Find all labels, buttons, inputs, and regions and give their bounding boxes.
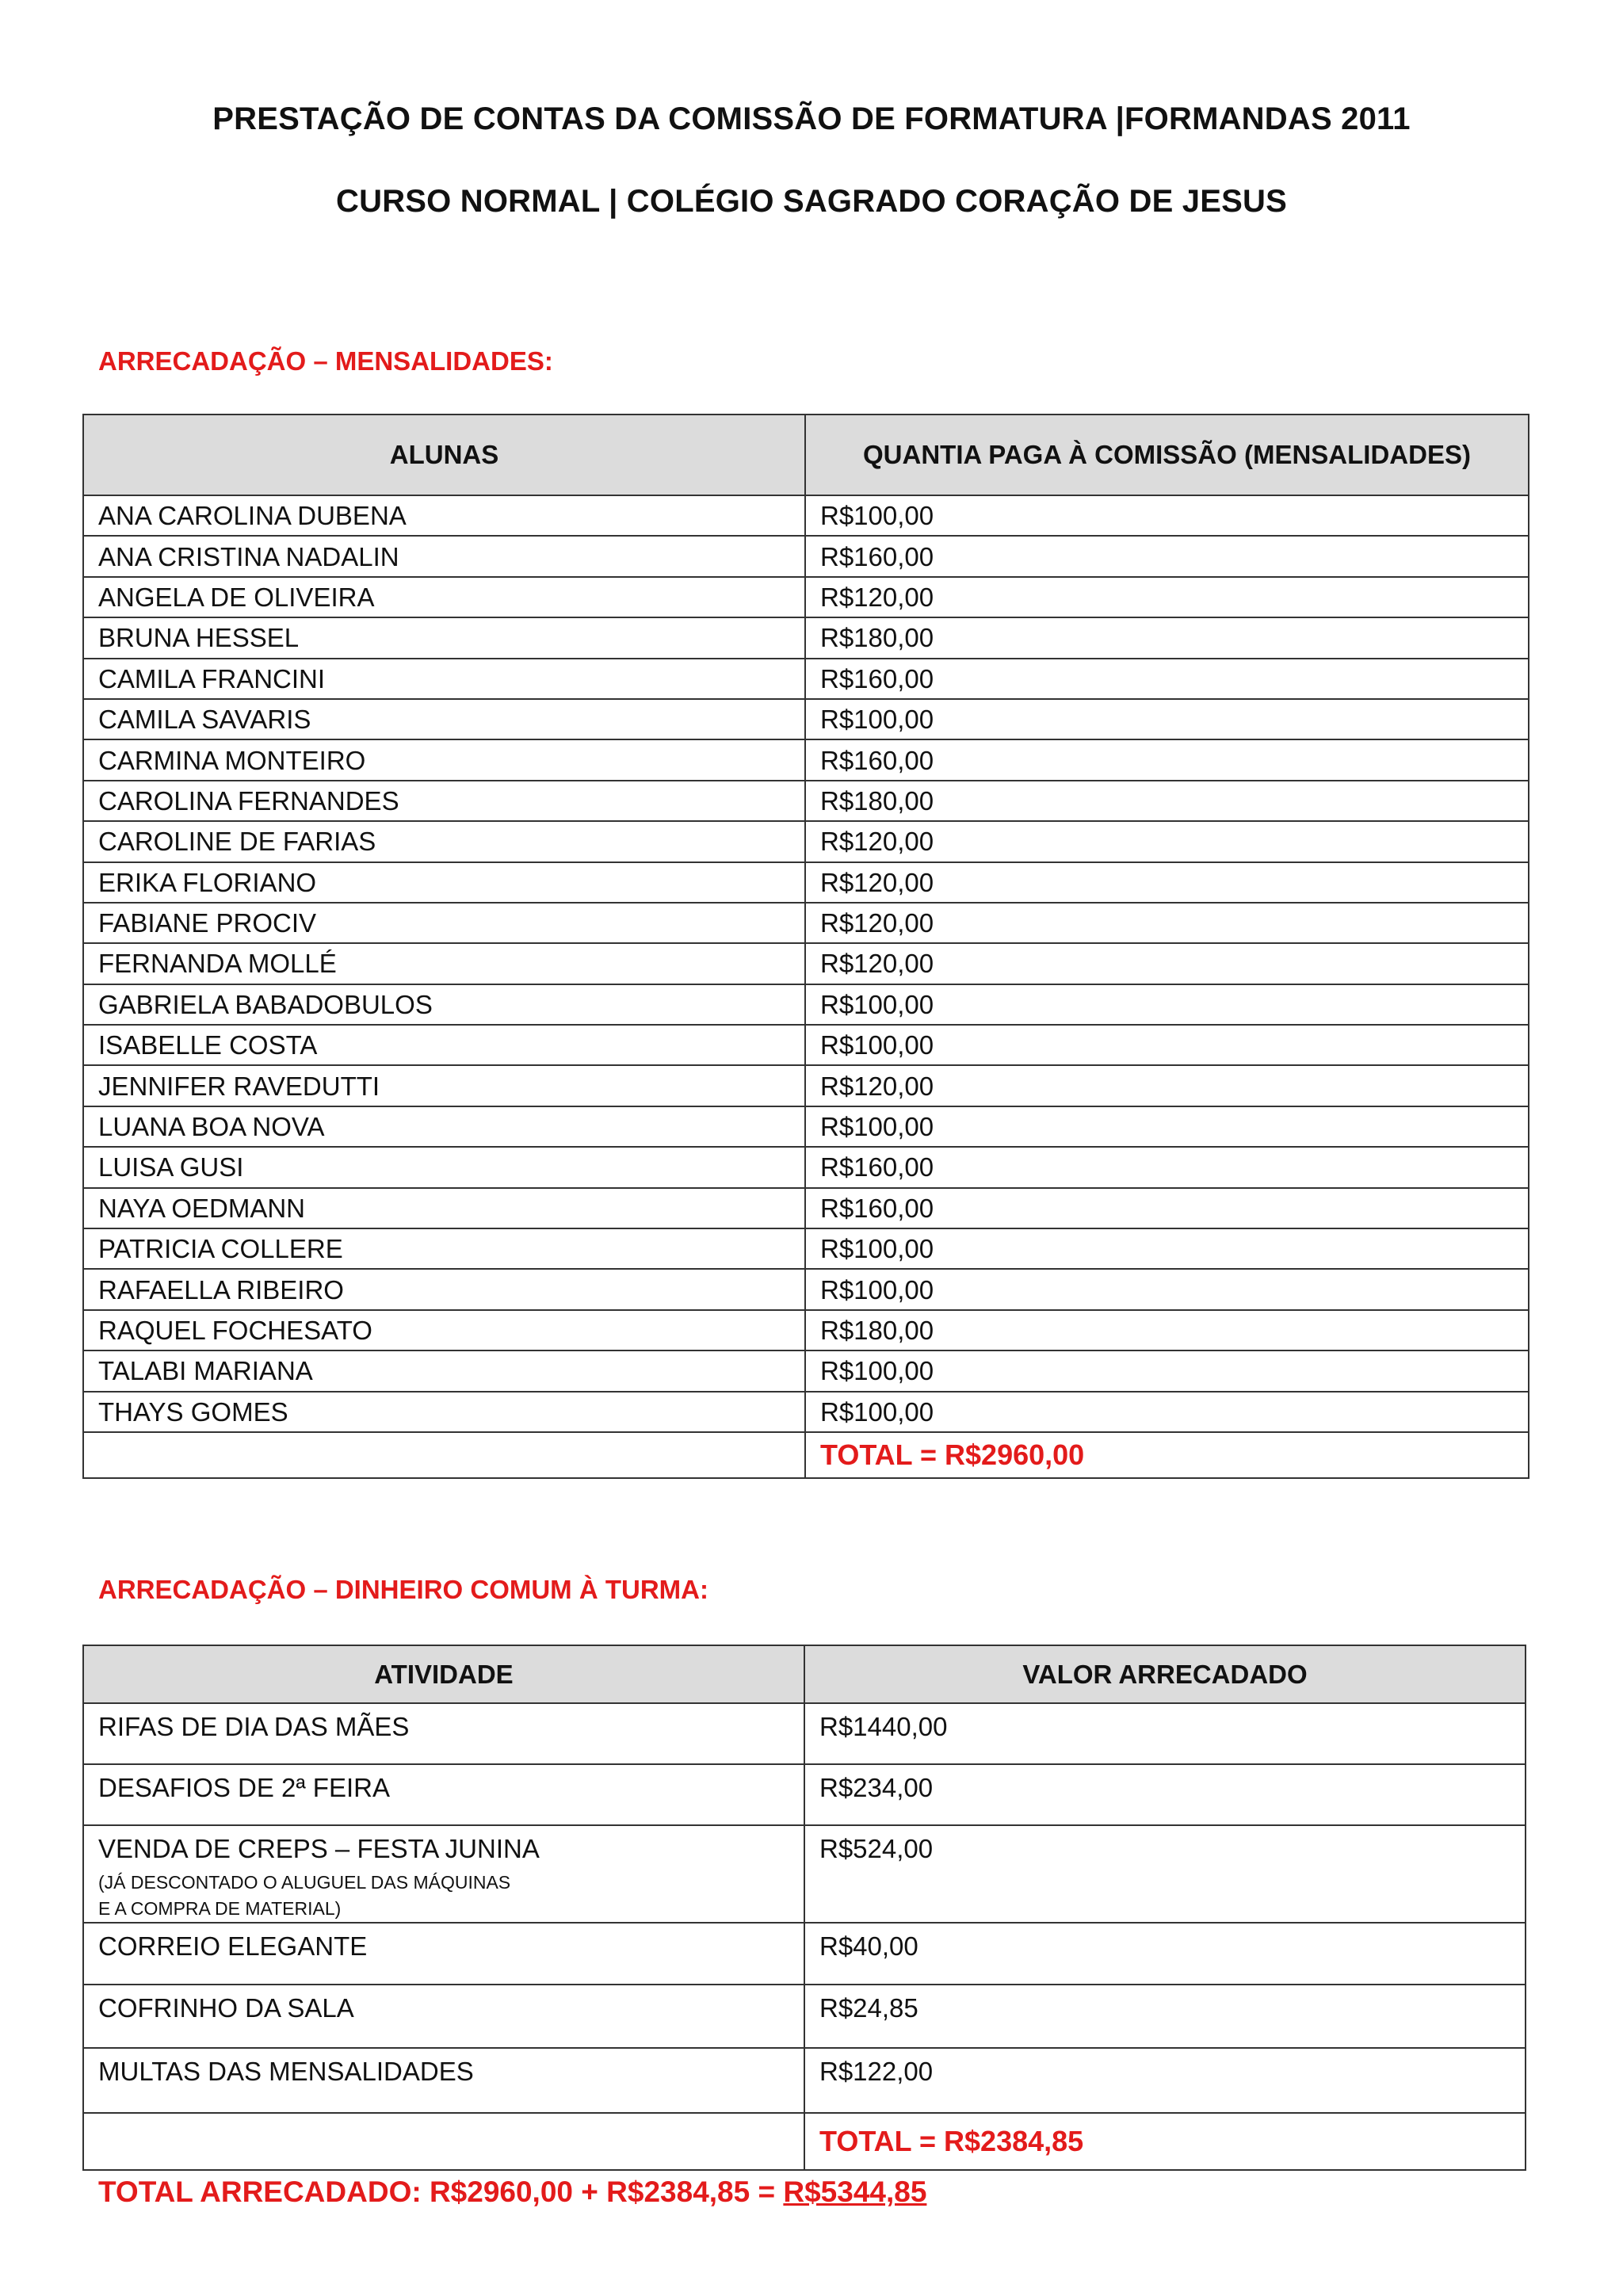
amount-cell: R$160,00 [805, 1188, 1529, 1228]
section-heading-mensalidades: ARRECADAÇÃO – MENSALIDADES: [98, 346, 553, 376]
activity-label: VENDA DE CREPS – FESTA JUNINA [98, 1834, 540, 1863]
table-row [83, 943, 1529, 984]
student-name-cell: BRUNA HESSEL [83, 617, 805, 658]
amount-cell: R$120,00 [805, 821, 1529, 861]
grand-total-label: TOTAL ARRECADADO: R$2960,00 + R$2384,85 = [98, 2176, 784, 2208]
amount-cell: R$160,00 [805, 536, 1529, 576]
table-row [83, 2048, 1526, 2113]
column-header-alunas: ALUNAS [83, 415, 805, 495]
student-name-cell: JENNIFER RAVEDUTTI [83, 1065, 805, 1106]
value-cell: R$524,00 [804, 1825, 1526, 1923]
student-name-cell: CARMINA MONTEIRO [83, 739, 805, 780]
table-row [83, 495, 1529, 536]
table-row [83, 1065, 1529, 1106]
section-heading-dinheiro-comum: ARRECADAÇÃO – DINHEIRO COMUM À TURMA: [98, 1575, 708, 1604]
activity-cell: DESAFIOS DE 2ª FEIRA [83, 1764, 804, 1825]
amount-cell: R$120,00 [805, 903, 1529, 943]
amount-cell: R$120,00 [805, 577, 1529, 617]
amount-cell: R$180,00 [805, 781, 1529, 821]
value-cell: R$122,00 [804, 2048, 1526, 2113]
value-cell: R$1440,00 [804, 1703, 1526, 1764]
amount-cell: R$180,00 [805, 617, 1529, 658]
table-header-row [83, 415, 1529, 495]
table-row [83, 739, 1529, 780]
activity-cell: RIFAS DE DIA DAS MÃES [83, 1703, 804, 1764]
table-row [83, 1985, 1526, 2048]
total-cell: TOTAL = R$2384,85 [804, 2113, 1526, 2170]
table-row [83, 862, 1529, 903]
table-row [83, 1825, 1526, 1923]
amount-cell: R$100,00 [805, 495, 1529, 536]
amount-cell: R$100,00 [805, 1392, 1529, 1432]
table-row [83, 1228, 1529, 1269]
amount-cell: R$160,00 [805, 659, 1529, 699]
activity-cell: CORREIO ELEGANTE [83, 1923, 804, 1985]
mensalidades-table [82, 414, 1529, 1479]
student-name-cell: FERNANDA MOLLÉ [83, 943, 805, 984]
table-row [83, 617, 1529, 658]
student-name-cell: PATRICIA COLLERE [83, 1228, 805, 1269]
table-row [83, 903, 1529, 943]
table-row [83, 1188, 1529, 1228]
table-row [83, 1310, 1529, 1350]
page-subtitle: CURSO NORMAL | COLÉGIO SAGRADO CORAÇÃO DE JESUS [336, 184, 1287, 219]
table-row [83, 699, 1529, 739]
student-name-cell: RAQUEL FOCHESATO [83, 1310, 805, 1350]
student-name-cell: ANA CRISTINA NADALIN [83, 536, 805, 576]
total-row [83, 2113, 1526, 2170]
student-name-cell: RAFAELLA RIBEIRO [83, 1269, 805, 1309]
activity-cell: COFRINHO DA SALA [83, 1985, 804, 2048]
table-row [83, 1106, 1529, 1147]
total-row [83, 1432, 1529, 1478]
student-name-cell: TALABI MARIANA [83, 1350, 805, 1391]
activity-cell: MULTAS DAS MENSALIDADES [83, 2048, 804, 2113]
table-row [83, 536, 1529, 576]
table-row [83, 1147, 1529, 1187]
column-header-quantia: QUANTIA PAGA À COMISSÃO (MENSALIDADES) [805, 415, 1529, 495]
amount-cell: R$100,00 [805, 1228, 1529, 1269]
column-header-valor: VALOR ARRECADADO [804, 1645, 1526, 1703]
empty-cell [83, 2113, 804, 2170]
table-row [83, 1923, 1526, 1985]
table-row [83, 781, 1529, 821]
student-name-cell: CAROLINE DE FARIAS [83, 821, 805, 861]
amount-cell: R$180,00 [805, 1310, 1529, 1350]
atividades-table [82, 1645, 1526, 2171]
student-name-cell: CAMILA SAVARIS [83, 699, 805, 739]
amount-cell: R$100,00 [805, 1106, 1529, 1147]
activity-cell [83, 1825, 804, 1923]
student-name-cell: LUANA BOA NOVA [83, 1106, 805, 1147]
student-name-cell: THAYS GOMES [83, 1392, 805, 1432]
table-row [83, 1764, 1526, 1825]
student-name-cell: NAYA OEDMANN [83, 1188, 805, 1228]
table-row [83, 1350, 1529, 1391]
table-row [83, 659, 1529, 699]
page-title: PRESTAÇÃO DE CONTAS DA COMISSÃO DE FORMATURA |FORMANDAS 2011 [212, 101, 1411, 136]
amount-cell: R$160,00 [805, 1147, 1529, 1187]
student-name-cell: ISABELLE COSTA [83, 1025, 805, 1065]
table-row [83, 821, 1529, 861]
value-cell: R$234,00 [804, 1764, 1526, 1825]
total-cell: TOTAL = R$2960,00 [805, 1432, 1529, 1478]
student-name-cell: FABIANE PROCIV [83, 903, 805, 943]
table-row [83, 1703, 1526, 1764]
table-header-row [83, 1645, 1526, 1703]
table-row [83, 1025, 1529, 1065]
grand-total-value: R$5344,85 [783, 2176, 927, 2208]
student-name-cell: ANGELA DE OLIVEIRA [83, 577, 805, 617]
student-name-cell: LUISA GUSI [83, 1147, 805, 1187]
amount-cell: R$100,00 [805, 1350, 1529, 1391]
empty-cell [83, 1432, 805, 1478]
note-line-2: E A COMPRA DE MATERIAL) [98, 1897, 342, 1919]
activity-note [98, 1870, 804, 1923]
table-row [83, 1269, 1529, 1309]
amount-cell: R$120,00 [805, 1065, 1529, 1106]
student-name-cell: ERIKA FLORIANO [83, 862, 805, 903]
amount-cell: R$120,00 [805, 943, 1529, 984]
value-cell: R$40,00 [804, 1923, 1526, 1985]
student-name-cell: CAROLINA FERNANDES [83, 781, 805, 821]
table-row [83, 577, 1529, 617]
table-row [83, 1392, 1529, 1432]
grand-total [98, 2176, 926, 2209]
value-cell: R$24,85 [804, 1985, 1526, 2048]
student-name-cell: CAMILA FRANCINI [83, 659, 805, 699]
note-line-1: (JÁ DESCONTADO O ALUGUEL DAS MÁQUINAS [98, 1871, 511, 1893]
student-name-cell: ANA CAROLINA DUBENA [83, 495, 805, 536]
amount-cell: R$160,00 [805, 739, 1529, 780]
amount-cell: R$100,00 [805, 984, 1529, 1025]
student-name-cell: GABRIELA BABADOBULOS [83, 984, 805, 1025]
amount-cell: R$100,00 [805, 1025, 1529, 1065]
amount-cell: R$100,00 [805, 699, 1529, 739]
amount-cell: R$120,00 [805, 862, 1529, 903]
column-header-atividade: ATIVIDADE [83, 1645, 804, 1703]
amount-cell: R$100,00 [805, 1269, 1529, 1309]
table-row [83, 984, 1529, 1025]
